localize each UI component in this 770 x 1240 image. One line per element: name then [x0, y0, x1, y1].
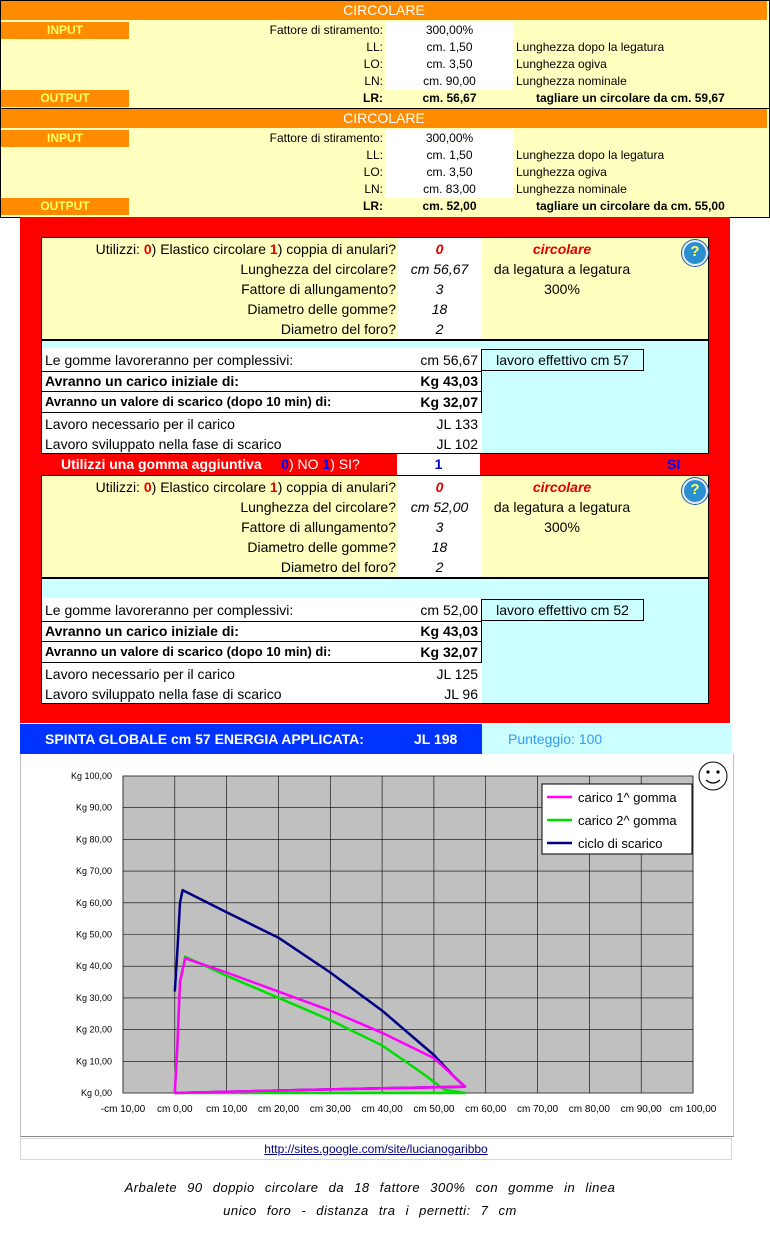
- work-unload-label: Lavoro sviluppato nella fase di scarico: [45, 686, 282, 702]
- lr-label: LR:: [363, 199, 383, 213]
- ll-field[interactable]: cm. 1,50: [386, 39, 513, 56]
- global-thrust-bar: [20, 724, 482, 754]
- diameter-input[interactable]: 18: [431, 539, 448, 555]
- unload-value: Kg 32,07: [420, 394, 478, 410]
- use-type: circolare: [532, 241, 592, 257]
- circolare-sheet-1: [0, 0, 770, 110]
- stretch-input[interactable]: 3: [435, 519, 444, 535]
- stretch-question: Fattore di allungamento?: [241, 519, 396, 535]
- load-value: Kg 43,03: [420, 623, 478, 639]
- lo-field[interactable]: cm. 3,50: [386, 164, 513, 181]
- stretch-question: Fattore di allungamento?: [241, 281, 396, 297]
- cut-instruction: tagliare un circolare da cm. 55,00: [536, 199, 725, 213]
- ln-label: LN:: [364, 74, 383, 88]
- input-row-ln: [1, 73, 767, 90]
- effective-work: lavoro effettivo cm 52: [481, 599, 644, 621]
- site-link[interactable]: http://sites.google.com/site/lucianogaribbo: [264, 1142, 488, 1156]
- applied-energy: JL 198: [414, 731, 458, 747]
- lo-label: LO:: [363, 57, 383, 71]
- sheet-title: CIRCOLARE: [1, 1, 767, 20]
- unload-value: Kg 32,07: [420, 644, 478, 660]
- y-tick-label: Kg 10,00: [75, 1056, 112, 1067]
- length-input[interactable]: cm 56,67: [410, 261, 469, 277]
- work-load-label: Lavoro necessario per il carico: [45, 416, 235, 432]
- caption-line-1: Arbalete 90 doppio circolare da 18 fattore 300% con gomme in linea: [124, 1180, 616, 1195]
- stretch-label: Fattore di stiramento:: [269, 131, 383, 145]
- input-row-lo: [1, 164, 767, 181]
- x-tick-label: cm 60,00: [465, 1104, 507, 1115]
- gomma1-results: [41, 340, 709, 454]
- length-note: da legatura a legatura: [493, 261, 631, 277]
- x-tick-label: -cm 10,00: [100, 1104, 146, 1115]
- lo-label: LO:: [363, 165, 383, 179]
- use-input[interactable]: 0: [435, 241, 444, 257]
- ln-field[interactable]: cm. 90,00: [386, 73, 513, 90]
- stretch-note: 300%: [544, 519, 580, 535]
- extra-rubber-answer: SI: [667, 456, 681, 472]
- lr-value: cm. 52,00: [422, 199, 477, 213]
- lo-desc: Lunghezza ogiva: [516, 57, 607, 71]
- input-row-lo: [1, 56, 767, 73]
- caption-line-2: unico foro - distanza tra i pernetti: 7 cm: [223, 1203, 517, 1218]
- work-label: Le gomme lavoreranno per complessivi:: [45, 352, 294, 368]
- legend-entry: carico 1^ gomma: [578, 790, 677, 805]
- x-tick-label: cm 20,00: [257, 1104, 300, 1115]
- input-tag: INPUT: [1, 130, 129, 147]
- hole-question: Diametro del foro?: [280, 321, 396, 337]
- output-row: [1, 198, 767, 215]
- stretch-note: 300%: [544, 281, 580, 297]
- gomma2-questions: [41, 475, 709, 578]
- input-row-ll: [1, 147, 767, 164]
- diameter-question: Diametro delle gomme?: [247, 301, 396, 317]
- stretch-label: Fattore di stiramento:: [269, 23, 383, 37]
- y-tick-label: Kg 30,00: [75, 992, 112, 1003]
- work-unload-label: Lavoro sviluppato nella fase di scarico: [45, 436, 282, 452]
- y-tick-label: Kg 70,00: [75, 866, 112, 877]
- output-tag: OUTPUT: [1, 90, 129, 107]
- sheet-title: CIRCOLARE: [1, 109, 767, 128]
- global-thrust-label: SPINTA GLOBALE cm 57 ENERGIA APPLICATA:: [45, 731, 364, 747]
- x-tick-label: cm 10,00: [206, 1104, 248, 1115]
- effective-work: lavoro effettivo cm 57: [481, 349, 644, 371]
- output-row: [1, 90, 767, 107]
- load-cycle-chart: [21, 754, 733, 1136]
- diameter-question: Diametro delle gomme?: [247, 539, 396, 555]
- x-tick-label: cm 40,00: [361, 1104, 403, 1115]
- work-label: Le gomme lavoreranno per complessivi:: [45, 602, 294, 618]
- ln-desc: Lunghezza nominale: [516, 182, 627, 196]
- work-load-value: JL 133: [436, 416, 478, 432]
- ln-field[interactable]: cm. 83,00: [386, 181, 513, 198]
- ll-label: LL:: [366, 148, 383, 162]
- cut-instruction: tagliare un circolare da cm. 59,67: [536, 91, 725, 105]
- work-unload-value: JL 102: [436, 436, 478, 452]
- input-row-stretch: [1, 130, 767, 147]
- work-unload-value: JL 96: [444, 686, 478, 702]
- hole-question: Diametro del foro?: [280, 559, 396, 575]
- ln-desc: Lunghezza nominale: [516, 74, 627, 88]
- hole-input[interactable]: 2: [435, 321, 444, 337]
- legend-entry: ciclo di scarico: [578, 836, 663, 851]
- lr-label: LR:: [363, 91, 383, 105]
- load-label: Avranno un carico iniziale di:: [45, 373, 239, 389]
- y-tick-label: Kg 50,00: [75, 929, 112, 940]
- x-tick-label: cm 0,00: [157, 1104, 193, 1115]
- x-tick-label: cm 70,00: [516, 1104, 559, 1115]
- diameter-input[interactable]: 18: [431, 301, 448, 317]
- x-tick-label: cm 80,00: [568, 1104, 610, 1115]
- ll-desc: Lunghezza dopo la legatura: [516, 40, 665, 54]
- y-tick-label: Kg 0,00: [80, 1088, 112, 1098]
- lo-field[interactable]: cm. 3,50: [386, 56, 513, 73]
- y-tick-label: Kg 100,00: [70, 771, 112, 781]
- length-note: da legatura a legatura: [493, 499, 631, 515]
- gomma1-questions: [41, 237, 709, 340]
- work-load-value: JL 125: [436, 666, 478, 682]
- use-question: Utilizzi: 0) Elastico circolare 1) coppia di anulari?: [95, 241, 396, 257]
- work-value: cm 56,67: [420, 352, 478, 368]
- circolare-sheet-2: [0, 108, 770, 218]
- legend-entry: carico 2^ gomma: [578, 813, 677, 828]
- help-icon[interactable]: ?: [682, 478, 708, 504]
- extra-rubber-question: Utilizzi una gomma aggiuntiva 0) NO 1) SI?: [61, 456, 360, 472]
- help-icon[interactable]: ?: [682, 240, 708, 266]
- score-label: Punteggio: 100: [508, 731, 603, 747]
- x-tick-label: cm 90,00: [620, 1104, 662, 1115]
- hole-input[interactable]: 2: [435, 559, 444, 575]
- lr-value: cm. 56,67: [422, 91, 477, 105]
- ll-field[interactable]: cm. 1,50: [386, 147, 513, 164]
- y-tick-label: Kg 40,00: [75, 961, 112, 972]
- calculator-panel: [20, 217, 730, 723]
- use-question: Utilizzi: 0) Elastico circolare 1) coppia di anulari?: [95, 479, 396, 495]
- unload-label: Avranno un valore di scarico (dopo 10 min) di:: [45, 394, 332, 409]
- y-tick-label: Kg 60,00: [75, 897, 112, 908]
- work-load-label: Lavoro necessario per il carico: [45, 666, 235, 682]
- input-row-ln: [1, 181, 767, 198]
- extra-rubber-input[interactable]: 1: [397, 454, 480, 475]
- unload-label: Avranno un valore di scarico (dopo 10 min) di:: [45, 644, 332, 659]
- chart-area: [20, 754, 734, 1137]
- load-label: Avranno un carico iniziale di:: [45, 623, 239, 639]
- work-value: cm 52,00: [420, 602, 478, 618]
- use-type: circolare: [532, 479, 592, 495]
- score-bar: [482, 724, 732, 754]
- input-row-stretch: [1, 22, 767, 39]
- smiley-face-icon: [699, 762, 727, 790]
- ll-label: LL:: [366, 40, 383, 54]
- stretch-field[interactable]: 300,00%: [386, 130, 513, 147]
- x-tick-label: cm 50,00: [413, 1104, 455, 1115]
- y-tick-label: Kg 90,00: [75, 802, 112, 813]
- x-tick-label: cm 30,00: [309, 1104, 351, 1115]
- x-tick-label: cm 100,00: [669, 1104, 717, 1115]
- length-input[interactable]: cm 52,00: [410, 499, 469, 515]
- length-question: Lunghezza del circolare?: [240, 261, 396, 277]
- output-tag: OUTPUT: [1, 198, 129, 215]
- gomma2-results: [41, 578, 709, 704]
- input-row-ll: [1, 39, 767, 56]
- ll-desc: Lunghezza dopo la legatura: [516, 148, 665, 162]
- y-tick-label: Kg 20,00: [75, 1024, 112, 1035]
- lo-desc: Lunghezza ogiva: [516, 165, 607, 179]
- use-input[interactable]: 0: [435, 479, 444, 495]
- stretch-field[interactable]: 300,00%: [386, 22, 513, 39]
- load-value: Kg 43,03: [420, 373, 478, 389]
- input-tag: INPUT: [1, 22, 129, 39]
- length-question: Lunghezza del circolare?: [240, 499, 396, 515]
- extra-rubber-row: [41, 454, 709, 475]
- y-tick-label: Kg 80,00: [75, 834, 112, 845]
- ln-label: LN:: [364, 182, 383, 196]
- stretch-input[interactable]: 3: [435, 281, 444, 297]
- link-bar: [20, 1138, 732, 1160]
